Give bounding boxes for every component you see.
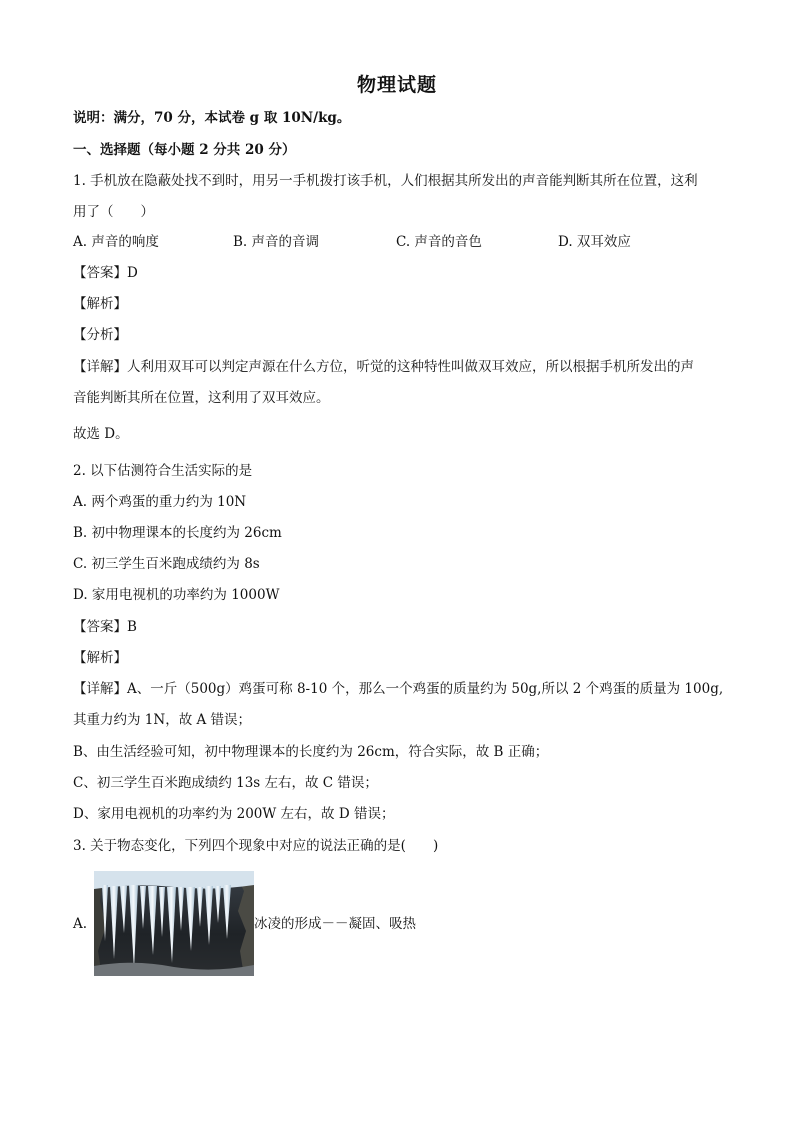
q1-detail-line1: 【详解】人利用双耳可以判定声源在什么方位，听觉的这种特性叫做双耳效应，所以根据手机所发出的声 <box>73 359 694 375</box>
q3-option-a-letter: A. <box>73 916 88 932</box>
page-title: 物理试题 <box>356 74 437 96</box>
q1-option-c: C. 声音的音色 <box>396 234 482 250</box>
q2-analysis-label: 【解析】 <box>73 650 127 666</box>
q1-option-b: B. 声音的音调 <box>233 234 320 250</box>
q2-option-a: A. 两个鸡蛋的重力约为 10N <box>73 494 247 510</box>
q2-option-d: D. 家用电视机的功率约为 1000W <box>73 587 280 603</box>
q1-analysis-label: 【解析】 <box>73 296 127 312</box>
q3-option-a-caption: 冰凌的形成－－凝固、吸热 <box>254 916 416 932</box>
q2-detail-line4: C、初三学生百米跑成绩约 13s 左右，故 C 错误； <box>73 775 378 791</box>
q2-detail-line2: 其重力约为 1N，故 A 错误； <box>73 712 252 728</box>
icicle-photo-graphic <box>94 871 254 976</box>
q2-option-c: C. 初三学生百米跑成绩约为 8s <box>73 556 260 572</box>
q2-answer: 【答案】B <box>73 619 137 635</box>
q2-detail-line1: 【详解】A、一斤（500g）鸡蛋可称 8-10 个，那么一个鸡蛋的质量约为 50g,所以 2 个鸡蛋的质量为 100g, <box>73 681 724 697</box>
q2-stem: 2. 以下估测符合生活实际的是 <box>73 463 253 479</box>
q2-detail-line3: B、由生活经验可知，初中物理课本的长度约为 26cm，符合实际，故 B 正确； <box>73 744 549 760</box>
q1-option-d: D. 双耳效应 <box>558 234 631 250</box>
q1-stem-line2: 用了（ ） <box>73 204 154 220</box>
q2-option-b: B. 初中物理课本的长度约为 26cm <box>73 525 282 541</box>
q1-answer: 【答案】D <box>73 265 138 281</box>
section-heading: 一、选择题（每小题 2 分共 20 分） <box>73 142 296 158</box>
icicle-photo <box>94 871 254 976</box>
q1-conclusion: 故选 D。 <box>73 426 129 442</box>
exam-note: 说明：满分，70 分，本试卷 g 取 10N/kg。 <box>73 110 351 126</box>
q3-stem: 3. 关于物态变化，下列四个现象中对应的说法正确的是( ) <box>73 838 439 854</box>
q1-fenxi-label: 【分析】 <box>73 327 127 343</box>
q2-detail-line5: D、家用电视机的功率约为 200W 左右，故 D 错误； <box>73 806 395 822</box>
q1-detail-line2: 音能判断其所在位置，这利用了双耳效应。 <box>73 390 330 406</box>
q1-option-a: A. 声音的响度 <box>73 234 159 250</box>
q1-stem-line1: 1. 手机放在隐蔽处找不到时，用另一手机拨打该手机，人们根据其所发出的声音能判断其所在位置，这利 <box>73 173 698 189</box>
